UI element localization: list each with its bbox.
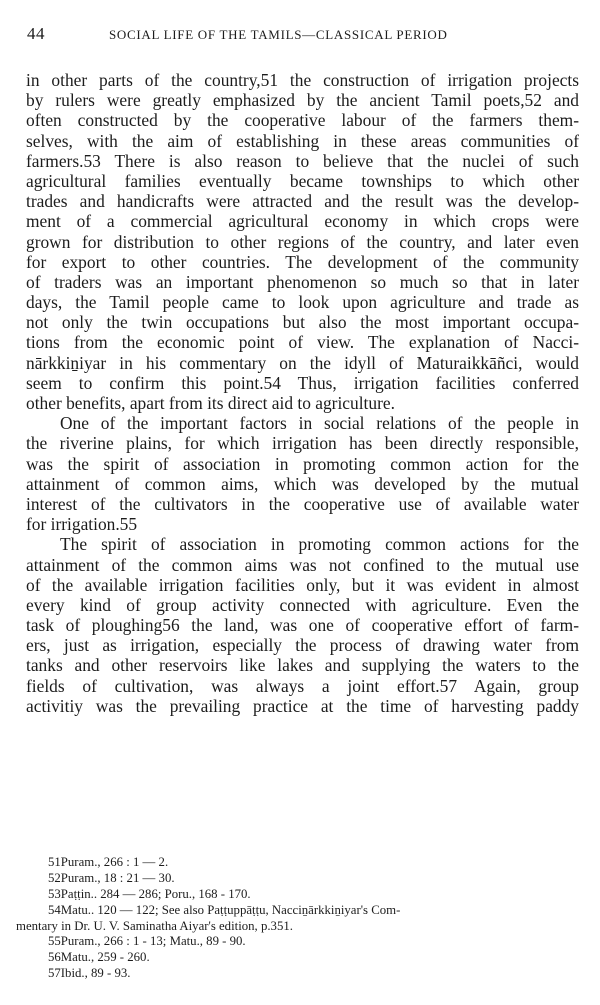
text-line: grown for distribution to other regions of the country, and later even — [26, 231, 579, 252]
text-line: selves, with the aim of establishing in these areas communities of — [26, 130, 579, 151]
text-line: One of the important factors in social relations of the people in — [60, 413, 579, 434]
text-line: agricultural families eventually became townships to which other — [26, 170, 579, 191]
footnote: 52Puram., 18 : 21 — 30. — [48, 870, 175, 885]
footnotes — [16, 855, 583, 982]
running-title: SOCIAL LIFE OF THE TAMILS—CLASSICAL PERIOD — [109, 27, 448, 42]
text-line: other benefits, apart from its direct aid to agriculture. — [26, 393, 395, 413]
text-line: ers, just as irrigation, especially the process of drawing water from — [26, 635, 579, 656]
text-line: attainment of the common aims was not confined to the mutual use — [26, 554, 579, 575]
text-line: trades and handicrafts were attracted and the result was the develop- — [26, 191, 579, 212]
footnote: 54Matu.. 120 — 122; See also Paṭṭuppāṭṭu, Nacciṉārkkiṉiyar's Com- — [48, 902, 401, 917]
text-line: seem to confirm this point.54 Thus, irrigation facilities conferred — [26, 372, 579, 393]
body-text — [26, 70, 579, 716]
text-line: fields of cultivation, was always a joint effort.57 Again, group — [26, 675, 579, 696]
footnote-continuation: mentary in Dr. U. V. Saminatha Aiyar's edition, p.351. — [16, 918, 293, 933]
text-line: not only the twin occupations but also the most important occupa- — [26, 312, 579, 333]
text-line: activitiy was the prevailing practice at the time of harvesting paddy — [26, 695, 579, 716]
text-line: for export to other countries. The development of the community — [26, 251, 579, 272]
text-line: ment of a commercial agricultural economy in which crops were — [26, 211, 579, 232]
text-line: nārkkiṉiyar in his commentary on the idyll of Maturaikkāñci, would — [26, 352, 579, 373]
text-line: in other parts of the country,51 the construction of irrigation projects — [26, 70, 579, 90]
text-line: tanks and other reservoirs like lakes and supplying the waters to the — [26, 655, 579, 676]
footnote: 56Matu., 259 - 260. — [48, 950, 150, 965]
text-line: days, the Tamil people came to look upon agriculture and trade as — [26, 292, 579, 313]
text-line: the riverine plains, for which irrigation has been directly responsible, — [26, 433, 579, 454]
text-line: of traders was an important phenomenon so much so that in later — [26, 271, 579, 292]
text-line: for irrigation.55 — [26, 514, 138, 535]
text-line: of the available irrigation facilities only, but it was evident in almost — [26, 574, 579, 595]
footnote: 57Ibid., 89 - 93. — [48, 966, 131, 981]
footnote: 53Paṭṭin.. 284 — 286; Poru., 168 - 170. — [48, 886, 251, 901]
page-number: 44 — [27, 24, 45, 43]
text-line: attainment of common aims, which was developed by the mutual — [26, 473, 579, 494]
footnote: 51Puram., 266 : 1 — 2. — [48, 855, 169, 869]
footnote: 55Puram., 266 : 1 - 13; Matu., 89 - 90. — [48, 934, 246, 949]
text-line: task of ploughing56 the land, was one of cooperative effort of farm- — [26, 615, 579, 636]
text-line: farmers.53 There is also reason to believe that the nuclei of such — [26, 150, 579, 171]
text-line: The spirit of association in promoting common actions for the — [60, 534, 579, 555]
text-line: interest of the cultivators in the cooperative use of available water — [26, 493, 579, 514]
text-line: by rulers were greatly emphasized by the ancient Tamil poets,52 and — [26, 90, 579, 111]
text-line: was the spirit of association in promoting common action for the — [26, 453, 579, 474]
text-line: every kind of group activity connected with agriculture. Even the — [26, 594, 579, 615]
page-header — [27, 24, 573, 48]
text-line: often constructed by the cooperative labour of the farmers them- — [26, 110, 579, 131]
text-line: tions from the economic point of view. The explanation of Nacci- — [26, 332, 579, 353]
